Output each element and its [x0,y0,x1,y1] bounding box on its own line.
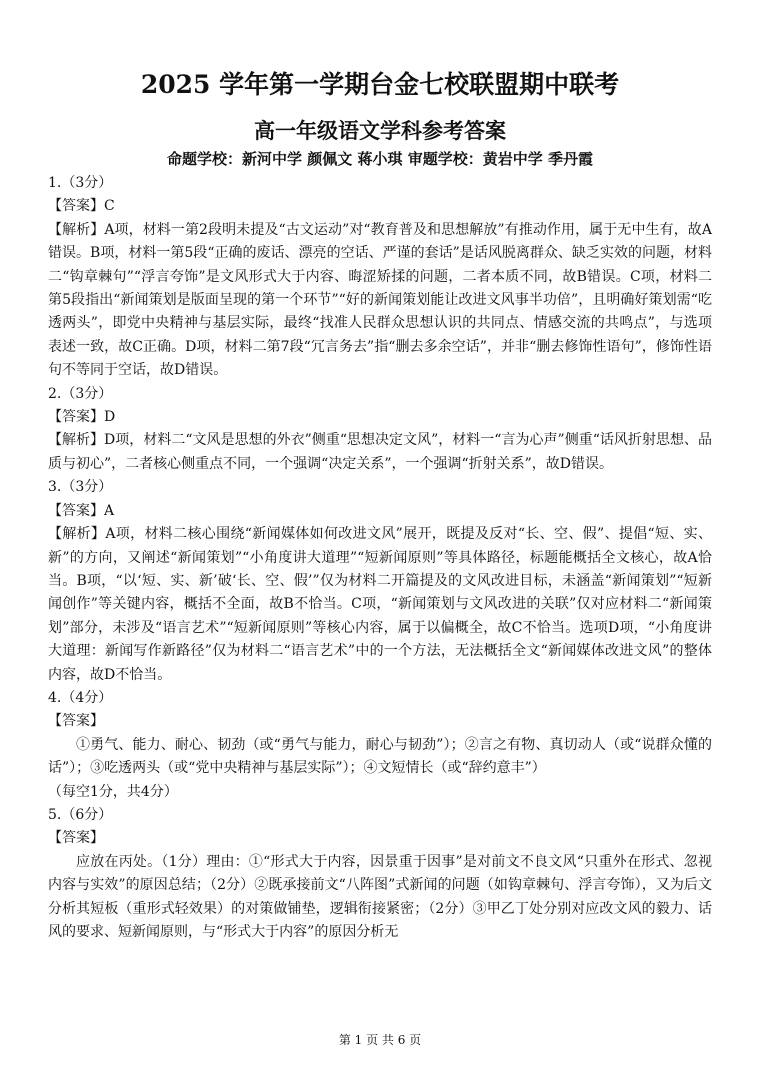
authors-line: 命题学校：新河中学 颜佩文 蒋小琪 审题学校：黄岩中学 季丹霞 [167,150,593,168]
question-4-score: （每空1分，共4分） [48,783,178,800]
question-3-heading: 3.（3分） [48,479,113,496]
page-footer: 第 1 页 共 6 页 [338,1033,422,1047]
question-4-answer: 【答案】 [48,713,104,730]
question-5-body: 应放在丙处。（1分）理由：①“形式大于内容，因景重于因事”是对前文不良文风“只重外在形式、忽视内容与实效”的原因总结；（2分）②既承接前文“八阵图”式新闻的问题（如钩章棘句、浮言夸饰），又为后文分析其短板（重形式轻效果）的对策做铺垫，逻辑衔接紧密；（2分）③甲乙丁处分别对应改文风的毅力、话风的要求、短新闻原则，与“形式大于内容”的原因分析无 [48,853,712,940]
document-content [48,70,712,944]
question-5-answer: 【答案】 [48,830,104,847]
page-title: 2025 学年第一学期台金七校联盟期中联考 [140,70,620,99]
question-1-answer: 【答案】C [48,198,115,215]
question-2-heading: 2.（3分） [48,385,113,402]
question-3-analysis: 【解析】A项，材料二核心围绕“新闻媒体如何改进文风”展开，既提及反对“长、空、假”、提倡“短、实、新”的方向，又阐述“新闻策划”“小角度讲大道理”“短新闻原则”等具体路径，标题能概括全文核心，故A恰当。B项，“以‘短、实、新’破‘长、空、假’”仅为材料二开篇提及的文风改进目标，未涵盖“新闻策划”“短新闻创作”等关键内容，概括不全面，故B不恰当。C项，“新闻策划与文风改进的关联”仅对应材料二“新闻策划”部分，未涉及“语言艺术”“短新闻原则”等核心内容，属于以偏概全，故C不恰当。选项D项，“小角度讲大道理：新闻写作新路径”仅为材料二“语言艺术”中的一个方法，无法概括全文“新闻媒体改进文风”的整体内容，故D不恰当。 [48,526,712,683]
question-5-heading: 5.（6分） [48,806,113,823]
question-3-answer: 【答案】A [48,502,115,519]
question-4-heading: 4.（4分） [48,689,113,706]
question-1-heading: 1.（3分） [48,175,113,191]
question-2-analysis: 【解析】D项，材料二“文风是思想的外衣”侧重“思想决定文风”，材料一“言为心声”侧重“话风折射思想、品质与初心”，二者核心侧重点不同，一个强调“决定关系”，一个强调“折射关系”，故D错误。 [48,432,712,472]
question-2-answer: 【答案】D [48,409,116,426]
page-subtitle: 高一年级语文学科参考答案 [254,118,506,143]
question-1-analysis: 【解析】A项，材料一第2段明未提及“古文运动”对“教育普及和思想解放”有推动作用，属于无中生有，故A错误。B项，材料一第5段“正确的废话、漂亮的空话、严谨的套话”是话风脱离群众、缺乏实效的问题，材料二“钩章棘句”“浮言夸饰”是文风形式大于内容、晦涩矫揉的问题，二者本质不同，故B错误。C项，材料二第5段指出“新闻策划是版面呈现的第一个环节”“好的新闻策划能让改进文风事半功倍”，且明确好策划需“吃透两头”，即党中央精神与基层实际，最终“找准人民群众思想认识的共同点、情感交流的共鸣点”，与选项表述一致，故C正确。D项，材料二第7段“冗言务去”指“删去多余空话”，并非“删去修饰性语句”，修饰性语句不等同于空话，故D错误。 [48,221,712,379]
question-4-body: ①勇气、能力、耐心、韧劲（或“勇气与能力，耐心与韧劲”）；②言之有物、真切动人（或“说群众懂的话”）；③吃透两头（或“党中央精神与基层实际”）；④文短情长（或“辞约意丰”） [48,736,712,777]
